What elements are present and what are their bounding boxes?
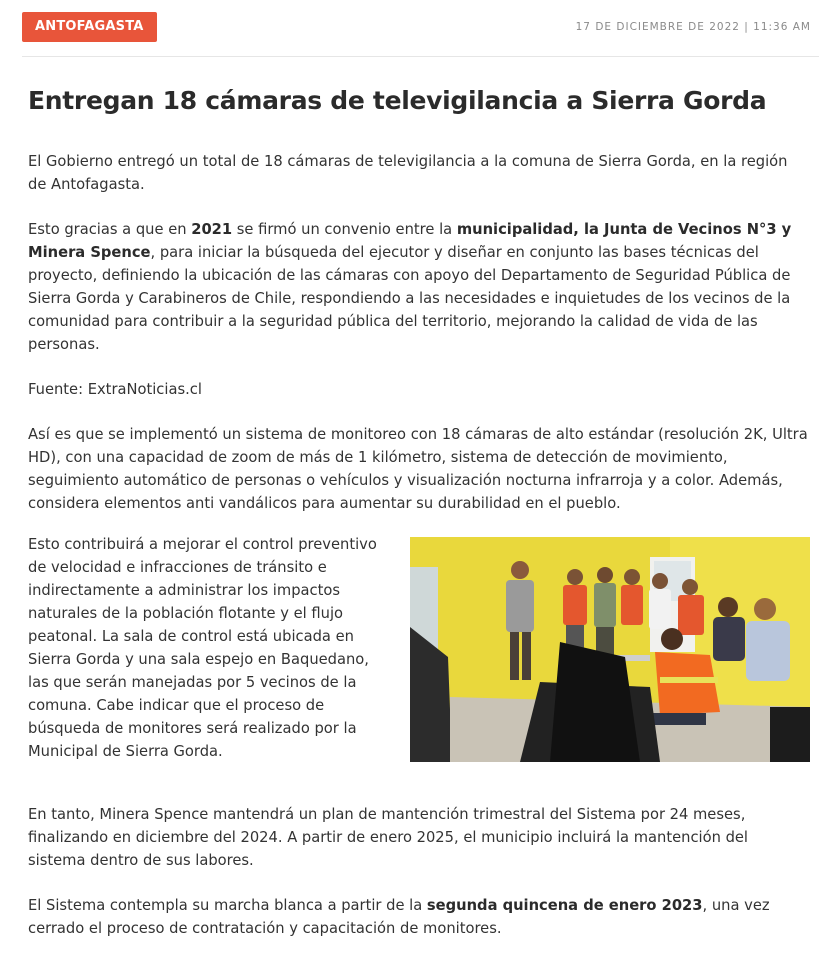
- text-span: se firmó un convenio entre la: [232, 221, 457, 238]
- paragraph-agreement: [28, 218, 810, 356]
- bold-parties: municipalidad, la Junta de Vecinos N°3 y Minera Spence: [28, 221, 792, 261]
- article-photo: [410, 537, 810, 762]
- publish-date: 17 DE DICIEMBRE DE 2022 | 11:36 AM: [575, 21, 811, 33]
- paragraph-system: Así es que se implementó un sistema de monitoreo con 18 cámaras de alto estándar (resolución 2K, Ultra HD), con una capacidad de zoom de más de 1 kilómetro, sistema de detección de movimiento, seguimiento automático de personas o vehículos y visualización nocturna infrarroja y a color. Además, considera elementos anti vandálicos para aumentar su durabilidad en el pueblo.: [28, 426, 808, 512]
- article-header: [22, 12, 819, 57]
- text-span: Esto gracias a que en: [28, 221, 192, 238]
- text-span: , para iniciar la búsqueda del ejecutor y diseñar en conjunto las bases técnicas del proyecto, definiendo la ubicación de las cámaras con apoyo del Departamento de Seguridad Pública de Sierra Gorda y Carabineros de Chile, respondiendo a las necesidades e inquietudes de los vecinos de la comunidad para contribuir a la seguridad pública del territorio, mejorando la calidad de vida de las personas.: [28, 244, 791, 353]
- text-with-photo: [28, 537, 810, 781]
- paragraph-maintenance: En tanto, Minera Spence mantendrá un plan de mantención trimestral del Sistema por 24 meses, finalizando en diciembre del 2024. A partir de enero 2025, el municipio incluirá la mantención del sistema dentro de sus labores.: [28, 806, 749, 869]
- article-body: [28, 150, 810, 962]
- control-room-photo-illustration: [410, 537, 810, 762]
- text-span: , una vez cerrado el proceso de contratación y capacitación de monitores.: [28, 897, 770, 937]
- paragraph-control-room: Esto contribuirá a mejorar el control preventivo de velocidad e infracciones de tránsito e indirectamente a administrar los impactos naturales de la población flotante y el flujo peatonal. La sala de control está ubicada en Sierra Gorda y una sala espejo en Baquedano, las que serán manejadas por 5 vecinos de la comuna. Cabe indicar que el proceso de búsqueda de monitores será realizado por la Municipal de Sierra Gorda.: [28, 536, 377, 760]
- category-badge[interactable]: ANTOFAGASTA: [22, 12, 157, 42]
- paragraph-launch: [28, 894, 810, 940]
- text-span: El Sistema contempla su marcha blanca a partir de la: [28, 897, 427, 914]
- source-line: Fuente: ExtraNoticias.cl: [28, 381, 202, 398]
- bold-year: 2021: [191, 221, 233, 238]
- bold-launch-date: segunda quincena de enero 2023: [426, 897, 703, 914]
- article-title: Entregan 18 cámaras de televigilancia a Sierra Gorda: [28, 86, 767, 115]
- paragraph-intro: El Gobierno entregó un total de 18 cámaras de televigilancia a la comuna de Sierra Gorda, en la región de Antofagasta.: [28, 153, 788, 193]
